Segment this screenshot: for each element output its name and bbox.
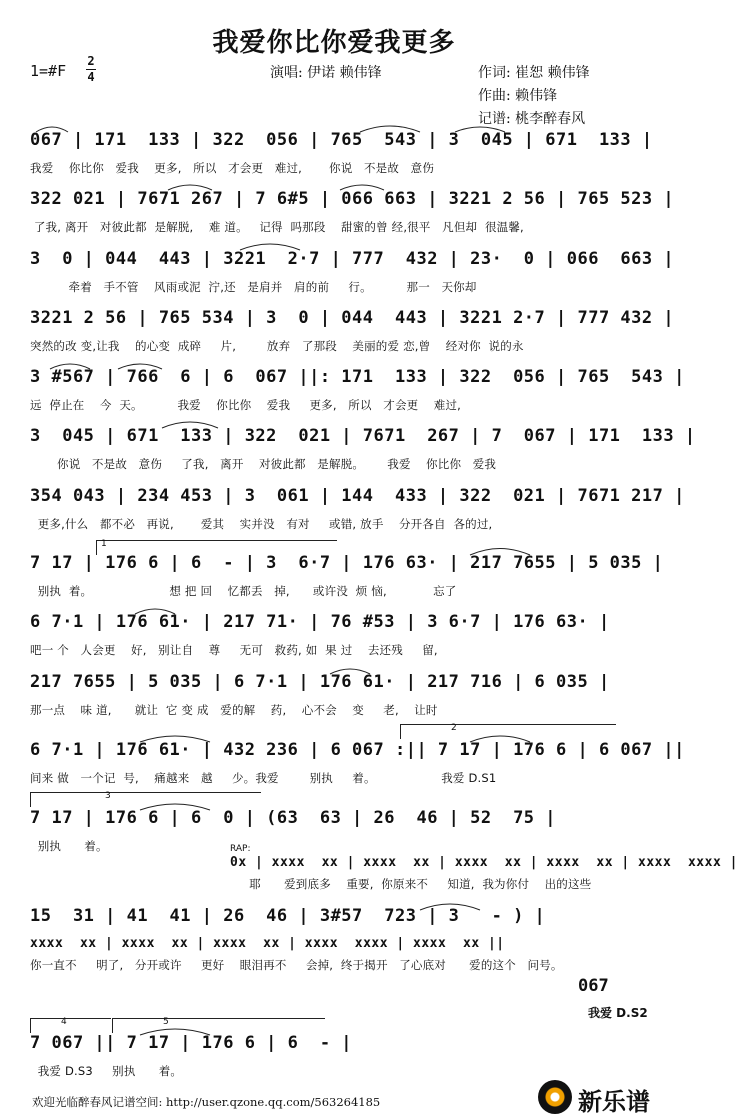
lyrics-line: 吧一 个 人会更 好, 别让自 尊 无可 救药, 如 果 过 去还残 留, [30,643,438,657]
lyrics-line: 了我, 离开 对彼此都 是解脱, 难 道。 记得 吗那段 甜蜜的曾 经,很平 凡但却 很温馨, [30,220,524,234]
transcriber-credit: 记谱: 桃李醉春风 [478,111,586,127]
lyrics-line: 牵着 手不管 风雨或泥 泞,还 是肩并 肩的前 行。 那一 天你却 [30,280,477,294]
logo-text: 新乐谱 [578,1088,650,1116]
volta-number: 4 [61,1017,67,1027]
singer-credit: 演唱: 伊诺 赖伟锋 [270,65,382,81]
lyrics-line: 突然的改 变,让我 的心变 成碎 片, 放弃 了那段 美丽的爱 恋,曾 经对你 说的永 [30,339,524,353]
volta-number: 1 [101,539,107,549]
lyricist-credit: 作词: 崔恕 赖伟锋 [478,65,590,81]
lyrics-line: 远 停止在 今 天。 我爱 你比你 爱我 更多, 所以 才会更 难过, [30,398,462,412]
notes-line: 6 7·1 | 176 61· | 217 71· | 76 #53 | 3 6·7 | 176 63· | [30,612,610,632]
lyrics-line: 别执 着。 [30,839,108,853]
footer-credit: 欢迎光临醉春风记谱空间: http://user.qzone.qq.com/563264185 [32,1095,381,1109]
site-logo [538,1078,666,1118]
key-signature: 1=#F [30,62,67,80]
notes-line: 322 021 | 7671 267 | 7 6#5 | 066 663 | 3221 2 56 | 765 523 | [30,189,675,209]
tag-067: 067 [578,976,609,996]
lyrics-line: 我爱 D.S3 别执 着。 [30,1064,183,1078]
composer-credit: 作曲: 赖伟锋 [478,88,558,104]
notes-line: 354 043 | 234 453 | 3 061 | 144 433 | 322 021 | 7671 217 | [30,486,685,506]
notes-line: 6 7·1 | 176 61· | 432 236 | 6 067 :|| 7 17 | 176 6 | 6 067 || [30,740,685,760]
time-signature-top: 2 [87,54,95,68]
volta-number: 3 [105,791,111,801]
notes-line: 7 17 | 176 6 | 6 0 | (63 63 | 26 46 | 52 75 | [30,808,557,828]
lyrics-line: 我爱 你比你 爱我 更多, 所以 才会更 难过, 你说 不是故 意伤 [30,161,435,175]
lyrics-line: 间来 做 一个记 号, 痛越来 越 少。我爱 别执 着。 我爱 D.S1 [30,771,497,785]
song-title: 我爱你比你爱我更多 [212,28,456,58]
notes-line: 217 7655 | 5 035 | 6 7·1 | 176 61· | 217 716 | 6 035 | [30,672,610,692]
notes-line: 3 #567 | 766 6 | 6 067 ||: 171 133 | 322 056 | 765 543 | [30,367,685,387]
rap-rhythm-line: 0x | xxxx xx | xxxx xx | xxxx xx | xxxx xx | xxxx xxxx | [230,855,738,870]
lyrics-line: 别执 着。 想 把 回 忆都丢 掉, 或许没 烦 恼, 忘了 [30,584,457,598]
rap-lyrics-line: 你一直不 明了, 分开或许 更好 眼泪再不 会掉, 终于揭开 了心底对 爱的这个 问号。 [30,958,563,972]
time-signature-bottom: 4 [87,70,95,84]
notes-line: 3221 2 56 | 765 534 | 3 0 | 044 443 | 3221 2·7 | 777 432 | [30,308,675,328]
volta-number: 2 [451,723,457,733]
volta-number: 5 [163,1017,169,1027]
rap-label: RAP: [230,844,251,854]
rap-rhythm-line: xxxx xx | xxxx xx | xxxx xx | xxxx xxxx | xxxx xx || [30,936,505,951]
lyrics-line: 你说 不是故 意伤 了我, 离开 对彼此都 是解脱。 我爱 你比你 爱我 [30,457,497,471]
lyrics-line: 那一点 味 道, 就让 它 变 成 爱的解 药, 心不会 变 老, 让时 [30,703,438,717]
notes-line: 3 045 | 671 133 | 322 021 | 7671 267 | 7 067 | 171 133 | [30,426,696,446]
notes-line: 067 | 171 133 | 322 056 | 765 543 | 3 045 | 671 133 | [30,130,653,150]
notes-line: 15 31 | 41 41 | 26 46 | 3#57 723 | 3 - ) | [30,906,546,926]
lyrics-line: 更多,什么 都不必 再说, 爱其 实并没 有对 或错, 放手 分开各自 各的过, [30,517,493,531]
notes-line: 7 17 | 176 6 | 6 - | 3 6·7 | 176 63· | 217 7655 | 5 035 | [30,553,664,573]
notes-line: 7 067 || 7 17 | 176 6 | 6 - | [30,1033,353,1053]
tag-ds2: 我爱 D.S2 [588,1006,648,1020]
rap-lyrics-line: 耶 爱到底多 重要, 你原来不 知道, 我为你付 出的这些 [230,877,592,891]
notes-line: 3 0 | 044 443 | 3221 2·7 | 777 432 | 23· 0 | 066 663 | [30,249,675,269]
disc-icon [538,1080,572,1114]
